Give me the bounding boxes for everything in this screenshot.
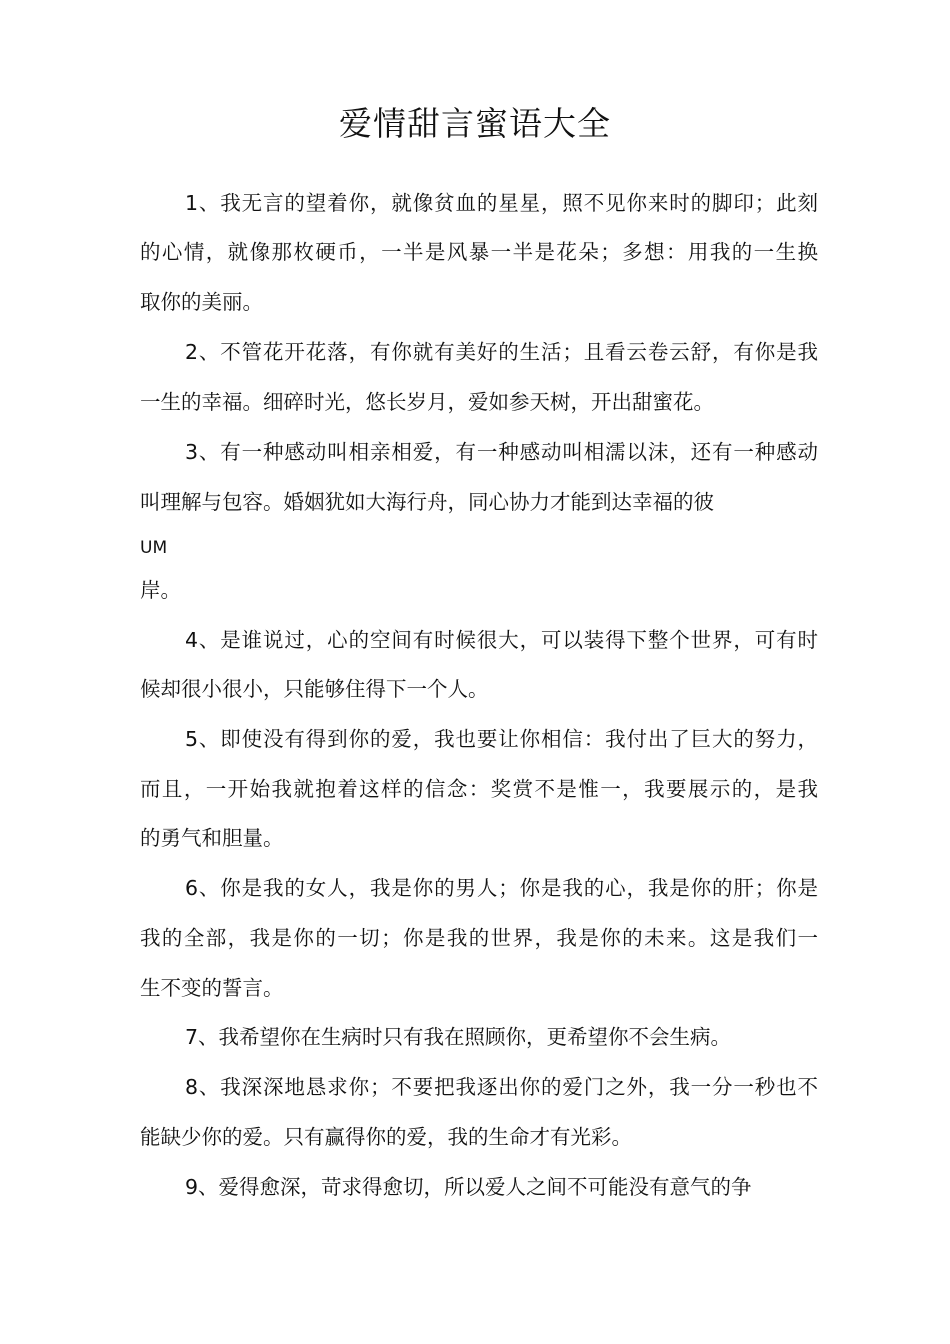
text-line: 叫理解与包容。婚姻犹如大海行舟，同心协力才能到达幸福的彼 <box>140 490 714 514</box>
text-line: 的勇气和胆量。 <box>140 826 284 850</box>
text-line: 3、有一种感动叫相亲相爱，有一种感动叫相濡以沫，还有一种感动 <box>185 440 818 464</box>
text-line: 5、即使没有得到你的爱，我也要让你相信：我付出了巨大的努力， <box>185 727 818 751</box>
text-line: 候却很小很小，只能够住得下一个人。 <box>140 677 489 701</box>
text-line: 8、我深深地恳求你；不要把我逐出你的爱门之外，我一分一秒也不 <box>185 1075 818 1099</box>
text-line: 取你的美丽。 <box>140 290 263 314</box>
text-line: 4、是谁说过，心的空间有时候很大，可以装得下整个世界，可有时 <box>185 628 818 652</box>
text-line: UM <box>140 538 168 558</box>
text-line: 岸。 <box>140 578 181 602</box>
text-line: 一生的幸福。细碎时光，悠长岁月，爱如参天树，开出甜蜜花。 <box>140 390 714 414</box>
text-line: 7、我希望你在生病时只有我在照顾你，更希望你不会生病。 <box>185 1025 732 1049</box>
text-line: 而且，一开始我就抱着这样的信念：奖赏不是惟一，我要展示的，是我 <box>140 777 818 801</box>
text-line: 2、不管花开花落，有你就有美好的生活；且看云卷云舒，有你是我 <box>185 340 818 364</box>
text-line: 1、我无言的望着你，就像贫血的星星，照不见你来时的脚印；此刻 <box>185 191 818 215</box>
text-line: 我的全部，我是你的一切；你是我的世界，我是你的未来。这是我们一 <box>140 926 818 950</box>
text-line: 6、你是我的女人，我是你的男人；你是我的心，我是你的肝；你是 <box>185 876 818 900</box>
text-line: 能缺少你的爱。只有赢得你的爱，我的生命才有光彩。 <box>140 1125 632 1149</box>
document-title: 爱情甜言蜜语大全 <box>339 104 611 143</box>
text-line: 生不变的誓言。 <box>140 976 284 1000</box>
text-line: 的心情，就像那枚硬币，一半是风暴一半是花朵；多想：用我的一生换 <box>140 240 818 264</box>
text-line: 9、爱得愈深，苛求得愈切，所以爱人之间不可能没有意气的争 <box>185 1175 752 1199</box>
